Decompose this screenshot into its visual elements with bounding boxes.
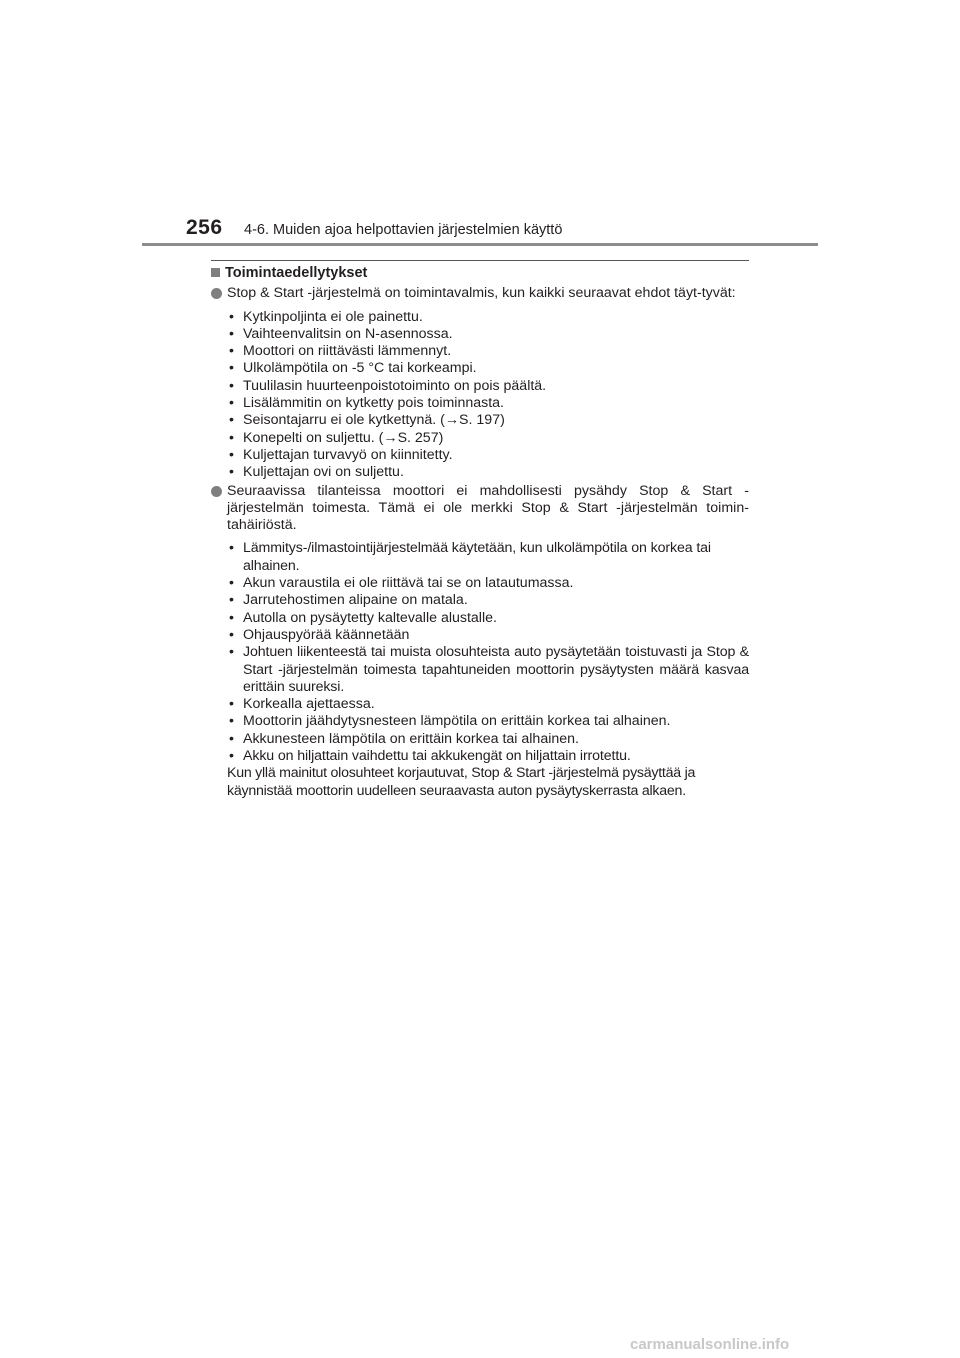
list-item: • Moottori on riittävästi lämmennyt. [227,343,749,360]
section-heading: Toimintaedellytykset [211,265,749,282]
list-item: • Konepelti on suljettu. (→S. 257) [227,430,749,447]
list-item: • Akku on hiljattain vaihdettu tai akkukengät on hiljattain irrotettu. [227,748,749,765]
section-rule [211,260,749,261]
list-item: • Kytkinpoljinta ei ole painettu. [227,309,749,326]
manual-content [211,265,749,800]
list-item: • Ulkolämpötila on -5 °C tai korkeampi. [227,360,749,377]
watermark: carmanualsonline.info [630,1336,790,1353]
list-item: • Korkealla ajettaessa. [227,696,749,713]
list-item: • Akun varaustila ei ole riittävä tai se on latautumassa. [227,575,749,592]
list-item: • Vaihteenvalitsin on N-asennossa. [227,326,749,343]
list-item: • Moottorin jäähdytysnesteen lämpötila on erittäin korkea tai alhainen. [227,713,749,730]
list-item: • Kuljettajan ovi on suljettu. [227,464,749,481]
list-item: • Johtuen liikenteestä tai muista olosuhteista auto pysäytetään toistuvasti ja Stop & Start -järjestelmän toimesta tapahtuneiden moottorin pysäytysten määrä kasvaa erittäin suureksi. [227,644,749,696]
circle-bullet-icon [211,486,222,497]
condition-1-text: Stop & Start -järjestelmä on toimintavalmis, kun kaikki seuraavat ehdot täyt-tyvät: [211,285,749,302]
chapter-title: 4-6. Muiden ajoa helpottavien järjestelmien käyttö [244,222,563,238]
list-item: • Lisälämmitin on kytketty pois toiminnasta. [227,395,749,412]
list-item: • Jarrutehostimen alipaine on matala. [227,592,749,609]
list-item: • Ohjauspyörää käännetään [227,627,749,644]
condition-2-list [211,540,749,765]
header-rule [142,243,818,246]
square-bullet-icon [211,268,220,277]
list-item: • Akkunesteen lämpötila on erittäin korkea tai alhainen. [227,731,749,748]
condition-2-text: Seuraavissa tilanteissa moottori ei mahdollisesti pysähdy Stop & Start -järjestelmän toimesta. Tämä ei ole merkki Stop & Start -järjestelmän toimin-tahäiriöstä. [211,483,749,535]
closing-paragraph: Kun yllä mainitut olosuhteet korjautuvat, Stop & Start -järjestelmä pysäyttää ja käynnistää moottorin uudelleen seuraavasta auton pysäytyskerrasta alkaen. [227,765,696,799]
page-number: 256 [186,216,223,239]
list-item: • Lämmitys-/ilmastointijärjestelmää käytetään, kun ulkolämpötila on korkea tai alhainen. [227,540,749,575]
circle-bullet-icon [211,288,222,299]
list-item: • Kuljettajan turvavyö on kiinnitetty. [227,447,749,464]
condition-1-list [211,309,749,482]
list-item: • Autolla on pysäytetty kaltevalle alustalle. [227,610,749,627]
list-item: • Seisontajarru ei ole kytkettynä. (→S. 197) [227,412,749,429]
list-item: • Tuulilasin huurteenpoistotoiminto on pois päältä. [227,378,749,395]
